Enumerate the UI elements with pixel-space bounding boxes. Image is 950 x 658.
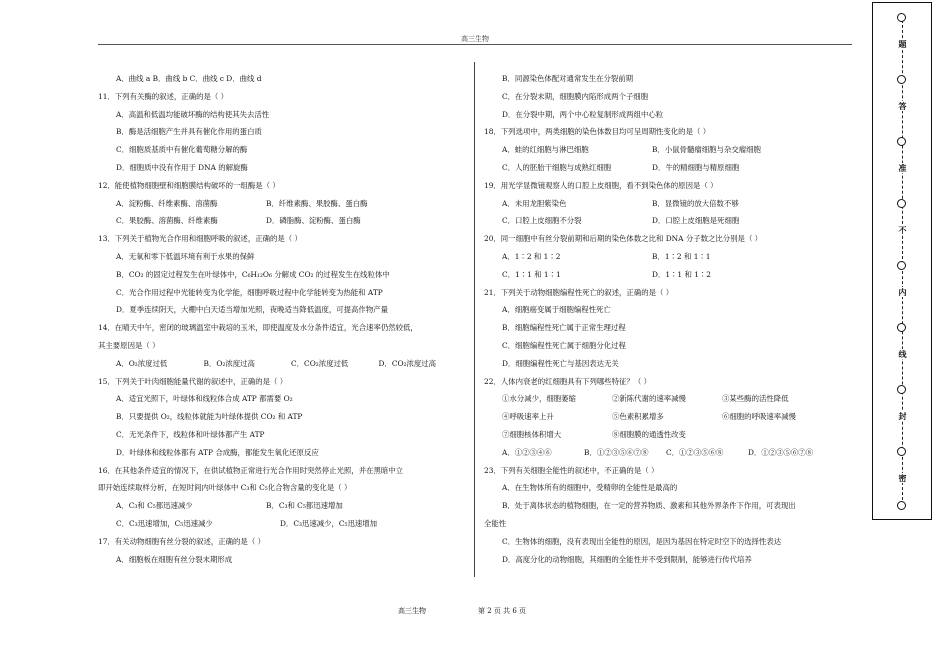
question-line: 18．下列选项中，两类细胞的染色体数目均可呈周期性变化的是（ ）: [484, 127, 711, 137]
option-text: [198, 515, 280, 533]
question-line: C．细胞质基质中有催化葡萄糖分解的酶: [116, 145, 248, 155]
option-text: D．CO₂浓度过高: [378, 358, 437, 368]
options-row: [484, 159, 856, 177]
options-row: [98, 515, 466, 533]
column-divider: [474, 62, 475, 577]
question-line: 17．有关动物细胞有丝分裂的叙述，正确的是（ ）: [98, 536, 265, 546]
header-rule: [98, 44, 852, 45]
options-row: [484, 212, 856, 230]
option-text: B．O₂浓度过高: [203, 358, 255, 368]
seal-circle-icon: [897, 13, 906, 22]
seal-character: 准: [896, 163, 909, 173]
option-text: A．未用龙胆紫染色: [502, 198, 567, 208]
options-row: [98, 355, 466, 373]
question-line: 14．在晴天中午，密闭的玻璃温室中栽培的玉米，即使温度及水分条件适宜，光合速率仍然较低，: [98, 323, 418, 333]
options-row: [98, 497, 466, 515]
option-text: D．口腔上皮细胞是死细胞: [652, 216, 740, 226]
seal-circle-icon: [897, 261, 906, 270]
left-column: [98, 70, 466, 568]
seal-character: 密: [896, 473, 909, 483]
question-line: 即开始连续取样分析，在短时间内叶绿体中 C₃和 C₅化合物含量的变化是（ ）: [98, 483, 352, 493]
question-line: A．细胞癌变属于细胞编程性死亡: [502, 305, 611, 315]
option-text: C．人的胚胎干细胞与成熟红细胞: [502, 162, 612, 172]
question-line: 全能性: [484, 518, 507, 528]
option-text: C．果胶酶、溶菌酶、纤维素酶: [116, 216, 218, 226]
question-line: 其主要原因是（ ）: [98, 340, 160, 350]
question-line: D．细胞质中没有作用于 DNA 的解旋酶: [116, 162, 248, 172]
options-row: [484, 444, 856, 462]
option-text: A．淀粉酶、纤维素酶、溶菌酶: [116, 198, 218, 208]
question-line: D．叶绿体和线粒体都有 ATP 合成酶，都能发生氧化还原反应: [116, 447, 319, 457]
question-line: 19．用光学显微镜观察人的口腔上皮细胞，看不到染色体的原因是（ ）: [484, 180, 718, 190]
seal-line-box: [872, 2, 932, 520]
option-text: A．C₃和 C₅都迅速减少: [116, 501, 193, 511]
options-row: [484, 408, 856, 426]
question-line: D．夏季连续阴天，大棚中白天适当增加光照，夜晚适当降低温度，可提高作物产量: [116, 305, 388, 315]
question-line: 11．下列有关酶的叙述，正确的是（ ）: [98, 91, 229, 101]
page-header-title: 高三生物: [461, 35, 489, 43]
option-text: D．牛的精细胞与精原细胞: [652, 162, 740, 172]
options-row: [484, 141, 856, 159]
question-line: B．细胞编程性死亡属于正常生理过程: [502, 323, 626, 333]
seal-circle-icon: [897, 75, 906, 84]
option-text: D．1∶1 和 1∶2: [652, 269, 711, 279]
option-text: B．1∶2 和 1∶1: [652, 251, 711, 261]
option-text: ②新陈代谢的速率减慢: [612, 394, 686, 404]
option-text: B．C₃和 C₅都迅速增加: [266, 501, 343, 511]
seal-character: 不: [896, 225, 909, 235]
question-line: B．同源染色体配对通常发生在分裂前期: [502, 74, 634, 83]
question-line: 23．下列有关细胞全能性的叙述中，不正确的是（ ）: [484, 465, 659, 475]
option-text: ⑦细胞核体积增大: [502, 429, 562, 439]
option-text: C．C₃迅速增加，C₅迅速减少: [116, 518, 213, 528]
option-text: ⑥细胞的呼吸速率减慢: [722, 412, 796, 422]
seal-circle-icon: [897, 447, 906, 456]
question-line: 13．下列关于植物光合作用和细胞呼吸的叙述，正确的是（ ）: [98, 234, 302, 244]
seal-character: 答: [896, 101, 909, 111]
option-text: D．磷脂酶、淀粉酶、蛋白酶: [266, 216, 361, 226]
seal-circle-icon: [897, 385, 906, 394]
option-text: B．①②③⑤⑥⑦⑧: [584, 447, 649, 457]
options-row: [484, 390, 856, 408]
option-text: C．口腔上皮细胞不分裂: [502, 216, 582, 226]
question-line: 20．同一细胞中有丝分裂前期和后期的染色体数之比和 DNA 分子数之比分别是（ ）: [484, 234, 763, 244]
question-line: 16．在其他条件适宜的情况下，在供试植物正常进行光合作用时突然停止光照，并在黑暗中立: [98, 465, 404, 475]
question-line: B．处于离体状态的植物细胞，在一定的营养物质、激素和其他外界条件下作用，可表现出: [502, 501, 796, 511]
seal-circle-icon: [897, 323, 906, 332]
option-text: ④呼吸速率上升: [502, 412, 554, 422]
options-row: [484, 266, 856, 284]
seal-circle-icon: [897, 137, 906, 146]
option-text: A．O₂浓度过低: [116, 358, 168, 368]
option-text: C．1∶1 和 1∶1: [502, 269, 561, 279]
question-line: C．在分裂末期，细胞膜内陷形成两个子细胞: [502, 91, 649, 101]
option-text: D．①②③⑤⑥⑦⑧: [748, 447, 814, 457]
option-text: ①水分减少，细胞萎缩: [502, 394, 576, 404]
question-line: C．生物体的细胞，没有表现出全能性的原因，是因为基因在特定时空下的选择性表达: [502, 536, 782, 546]
question-line: C．细胞编程性死亡属于细胞分化过程: [502, 340, 626, 350]
question-line: 21．下列关于动物细胞编程性死亡的叙述，正确的是（ ）: [484, 287, 674, 297]
option-text: [362, 515, 444, 533]
question-line: B．酶是活细胞产生并具有催化作用的蛋白质: [116, 127, 262, 137]
question-line: D．细胞编程性死亡与基因表达无关: [502, 358, 619, 368]
options-row: [98, 195, 466, 213]
seal-circle-icon: [897, 199, 906, 208]
seal-character: 内: [896, 287, 909, 297]
question-line: 15．下列关于叶肉细胞能量代谢的叙述中，正确的是（ ）: [98, 376, 288, 386]
footer-page-number: 第 2 页 共 6 页: [478, 607, 527, 615]
option-text: ⑤色素积累增多: [612, 412, 664, 422]
question-line: A．高温和低温均能破坏酶的结构使其失去活性: [116, 109, 270, 119]
option-text: ⑧细胞膜的通透性改变: [612, 429, 686, 439]
question-line: A．在生物体所有的细胞中，受精卵的全能性是最高的: [502, 483, 678, 493]
seal-character: 线: [896, 349, 909, 359]
question-line: C．光合作用过程中光能转变为化学能，细胞呼吸过程中化学能转变为热能和 ATP: [116, 287, 383, 297]
seal-character: 题: [896, 39, 909, 49]
question-line: B．CO₂ 的固定过程发生在叶绿体中，C₆H₁₂O₆ 分解成 CO₂ 的过程发生在线粒体中: [116, 269, 390, 279]
question-line: B．只要提供 O₂，线粒体就能为叶绿体提供 CO₂ 和 ATP: [116, 412, 303, 422]
option-text: C．CO₂浓度过低: [291, 358, 349, 368]
options-row: [484, 248, 856, 266]
seal-circle-icon: [897, 501, 906, 510]
option-text: C．①②③⑤⑥⑧: [666, 447, 724, 457]
question-line: A．适宜光照下，叶绿体和线粒体合成 ATP 都需要 O₂: [116, 394, 293, 404]
seal-character: 封: [896, 411, 909, 421]
option-text: B．纤维素酶、果胶酶、蛋白酶: [266, 198, 368, 208]
option-text: A．①②③④⑥: [502, 447, 552, 457]
options-row: [98, 212, 466, 230]
question-line: D．高度分化的动物细胞，其细胞的全能性并不受到限制，能够进行传代培养: [502, 554, 752, 564]
option-text: B．显微镜的放大倍数不够: [652, 198, 739, 208]
footer-subject: 高三生物: [398, 607, 426, 615]
option-text: ③某些酶的活性降低: [722, 394, 789, 404]
question-line: A．曲线 a B．曲线 b C．曲线 c D．曲线 d: [116, 74, 262, 83]
option-text: A．1∶2 和 1∶2: [502, 251, 561, 261]
question-line: 22．人体内衰老的红细胞具有下列哪些特征？（ ）: [484, 376, 651, 386]
options-row: [484, 195, 856, 213]
seal-dashed-line: [902, 15, 903, 505]
question-line: C．无光条件下，线粒体和叶绿体都产生 ATP: [116, 429, 265, 439]
question-line: A．无氧和零下低温环境有利于水果的保鲜: [116, 251, 255, 261]
question-line: 12．能使植物细胞壁和细胞膜结构破坏的一组酶是（ ）: [98, 180, 280, 190]
question-line: A．细胞板在细胞有丝分裂末期形成: [116, 554, 233, 564]
option-text: D．C₃迅速减少，C₅迅速增加: [280, 518, 378, 528]
question-line: D．在分裂中期，两个中心粒复制形成两组中心粒: [502, 109, 664, 119]
options-row: [484, 426, 856, 444]
option-text: [722, 426, 832, 444]
option-text: A．蛙的红细胞与淋巴细胞: [502, 145, 589, 155]
option-text: B．小鼠骨髓瘤细胞与杂交瘤细胞: [652, 145, 761, 155]
right-column: [484, 70, 856, 568]
